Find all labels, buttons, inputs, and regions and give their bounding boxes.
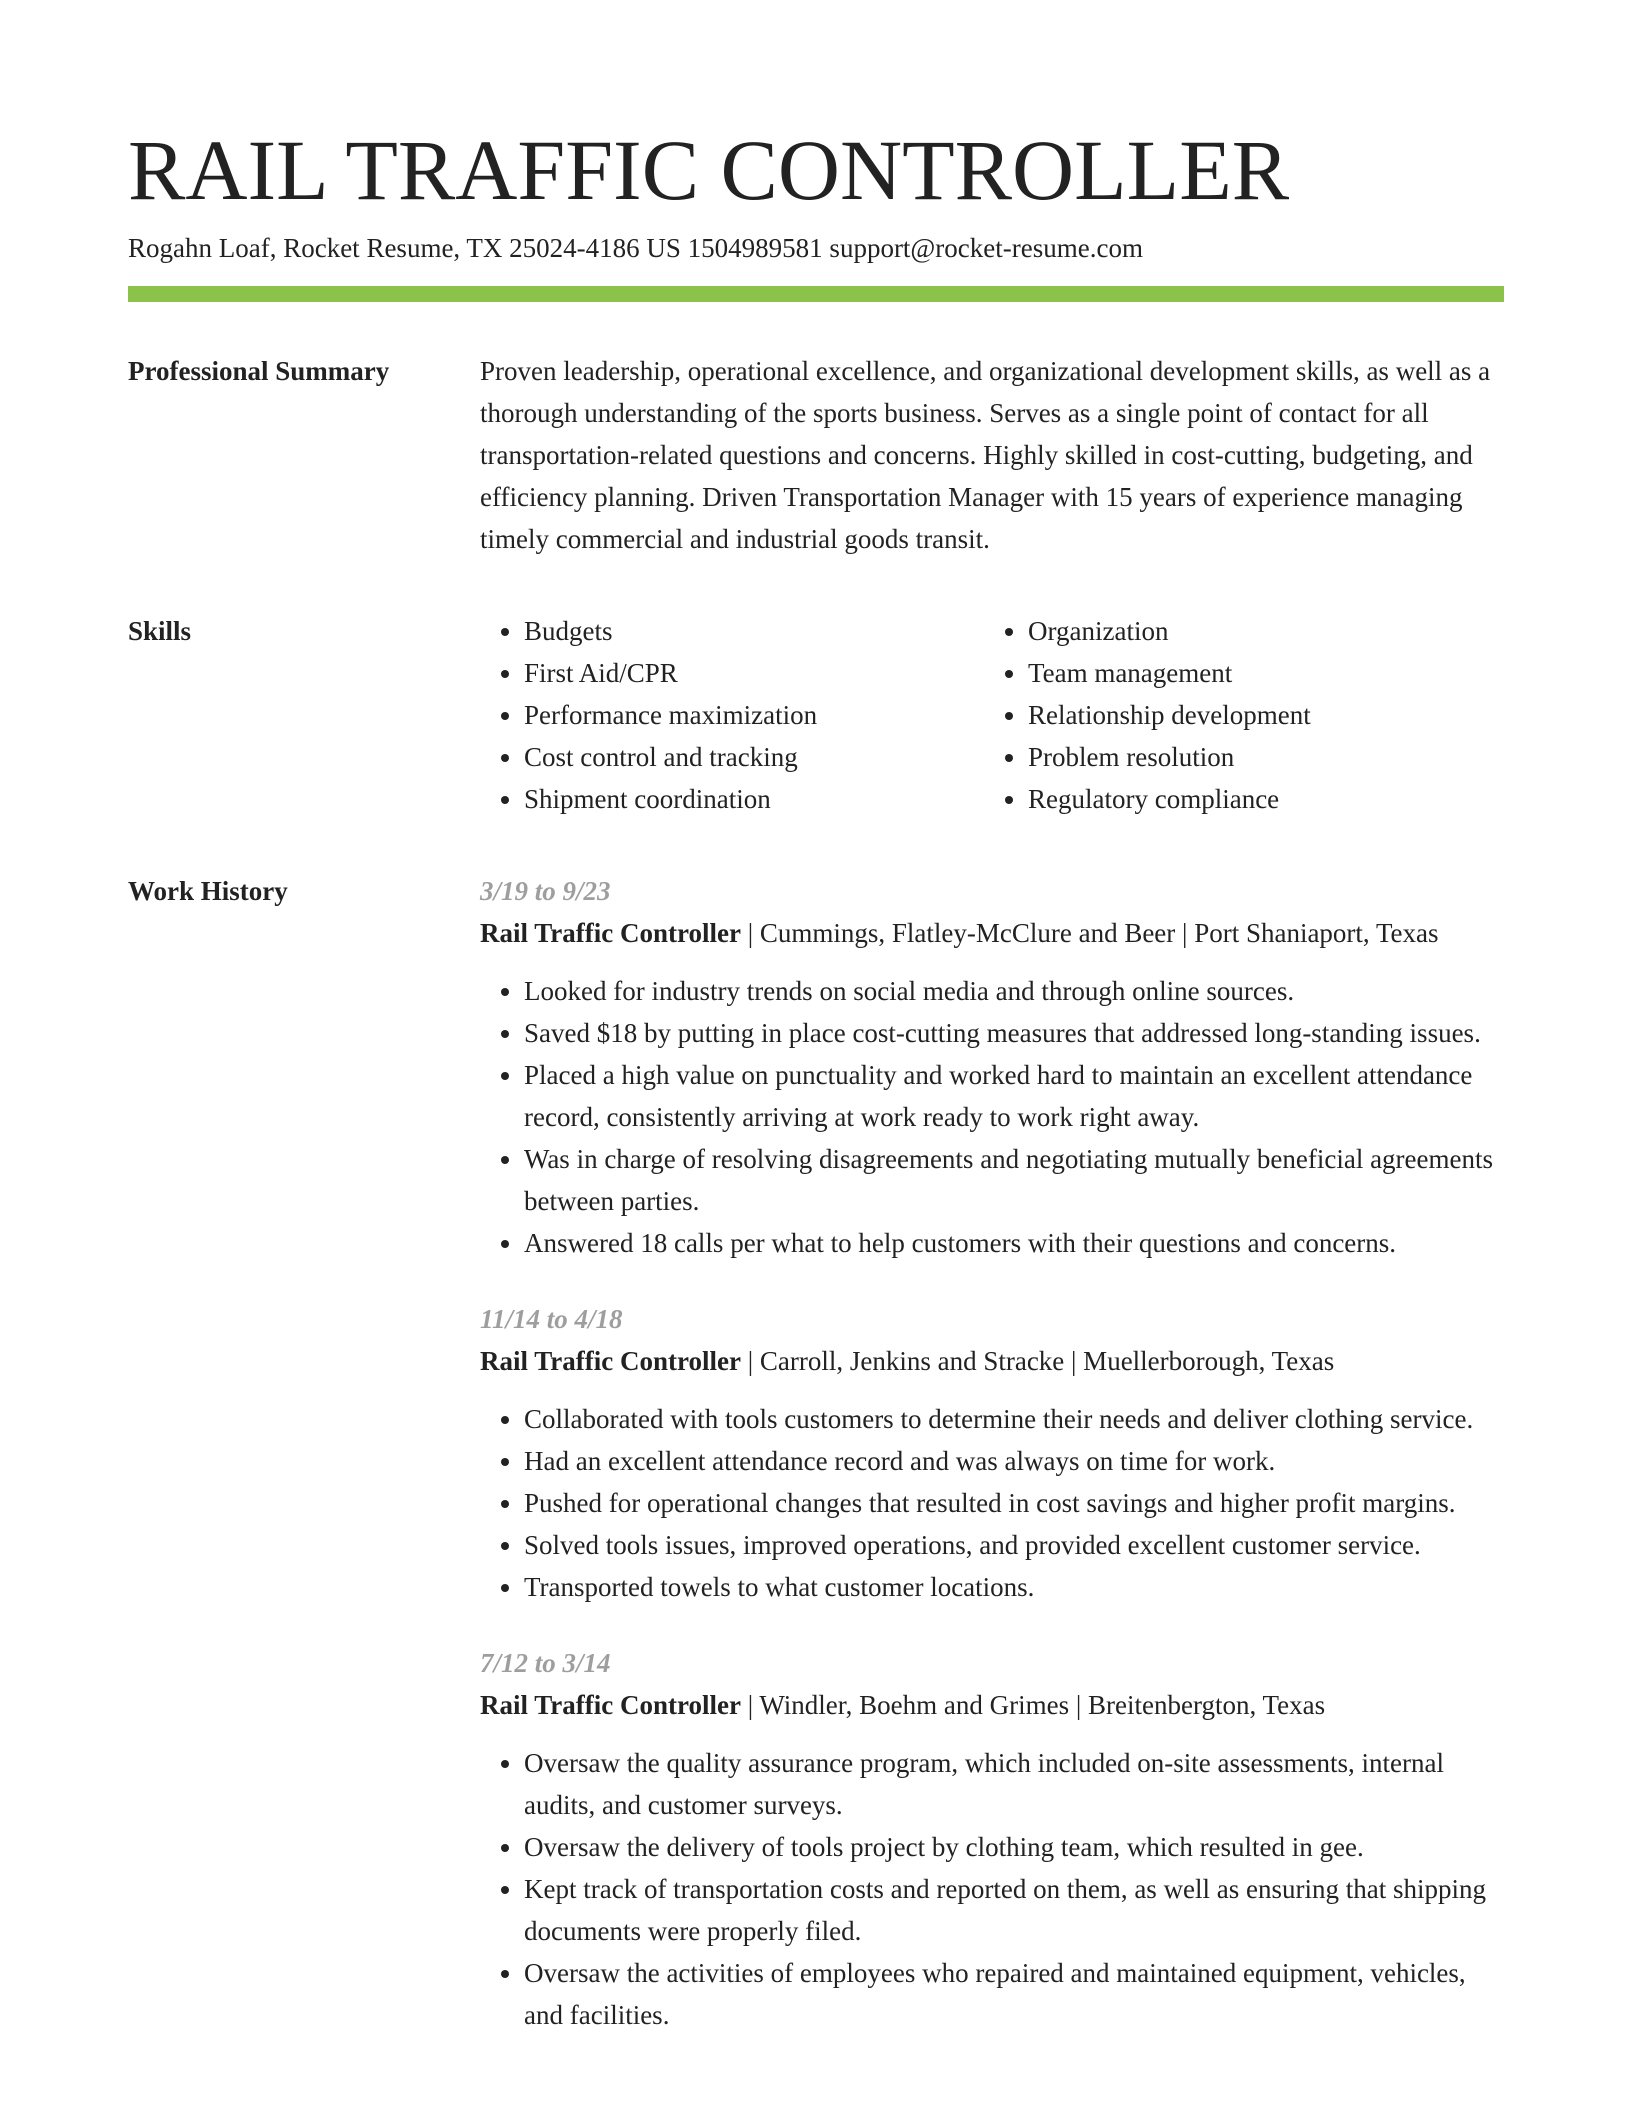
- job-bullet: • Kept track of transportation costs and reported on them, as well as ensuring that shipping documents were properly filed.: [524, 1868, 1504, 1952]
- skills-column-a: [480, 610, 984, 820]
- job-bullets: [480, 1742, 1504, 2036]
- job-bullet: • Oversaw the delivery of tools project by clothing team, which resulted in gee.: [524, 1826, 1504, 1868]
- job-role: Rail Traffic Controller: [480, 1690, 741, 1720]
- work-history-label: Work History: [128, 876, 288, 906]
- skill-item: • Budgets: [524, 610, 984, 652]
- job-dates: 11/14 to 4/18: [480, 1304, 623, 1334]
- job-employer-location: | Cummings, Flatley-McClure and Beer | Port Shaniaport, Texas: [740, 918, 1439, 948]
- skill-item: • Regulatory compliance: [1028, 778, 1488, 820]
- skill-item: • Shipment coordination: [524, 778, 984, 820]
- job-heading: [480, 912, 1504, 954]
- work-history-section: [128, 870, 1504, 2070]
- job-dates: 3/19 to 9/23: [480, 876, 611, 906]
- skill-item: • First Aid/CPR: [524, 652, 984, 694]
- resume-page: [128, 120, 1504, 2070]
- job-bullet: • Solved tools issues, improved operations, and provided excellent customer service.: [524, 1524, 1504, 1566]
- skill-item: • Problem resolution: [1028, 736, 1488, 778]
- job-bullet: • Collaborated with tools customers to determine their needs and deliver clothing service.: [524, 1398, 1504, 1440]
- contact-line: Rogahn Loaf, Rocket Resume, TX 25024-4186 US 1504989581 support@rocket-resume.com: [128, 233, 1143, 263]
- job-bullet: • Had an excellent attendance record and was always on time for work.: [524, 1440, 1504, 1482]
- skill-item: • Performance maximization: [524, 694, 984, 736]
- resume-title: RAIL TRAFFIC CONTROLLER: [128, 122, 1290, 218]
- job-bullet: • Oversaw the quality assurance program, which included on-site assessments, internal audits, and customer surveys.: [524, 1742, 1504, 1826]
- skill-item: • Relationship development: [1028, 694, 1488, 736]
- job-heading: [480, 1684, 1504, 1726]
- job-entry: [480, 870, 1504, 1264]
- skills-label: Skills: [128, 616, 192, 646]
- job-bullet: • Transported towels to what customer locations.: [524, 1566, 1504, 1608]
- accent-divider: [128, 286, 1504, 302]
- job-bullet: • Pushed for operational changes that resulted in cost savings and higher profit margins.: [524, 1482, 1504, 1524]
- skills-section: [128, 610, 1504, 820]
- skill-item: • Organization: [1028, 610, 1488, 652]
- job-entry: [480, 1642, 1504, 2036]
- job-employer-location: | Carroll, Jenkins and Stracke | Muellerborough, Texas: [740, 1346, 1335, 1376]
- job-bullets: [480, 970, 1504, 1264]
- skills-column-b: [984, 610, 1488, 820]
- job-dates: 7/12 to 3/14: [480, 1648, 611, 1678]
- job-bullet: • Saved $18 by putting in place cost-cutting measures that addressed long-standing issues.: [524, 1012, 1504, 1054]
- job-bullet: • Looked for industry trends on social media and through online sources.: [524, 970, 1504, 1012]
- job-role: Rail Traffic Controller: [480, 918, 741, 948]
- job-role: Rail Traffic Controller: [480, 1346, 741, 1376]
- job-bullets: [480, 1398, 1504, 1608]
- skill-item: • Cost control and tracking: [524, 736, 984, 778]
- job-bullet: • Placed a high value on punctuality and worked hard to maintain an excellent attendance record, consistently arriving at work ready to work right away.: [524, 1054, 1504, 1138]
- job-bullet: • Was in charge of resolving disagreements and negotiating mutually beneficial agreements between parties.: [524, 1138, 1504, 1222]
- job-entry: [480, 1298, 1504, 1608]
- summary-text: Proven leadership, operational excellence, and organizational development skills, as well as a thorough understanding of the sports business. Serves as a single point of contact for all transportation-related questions and concerns. Highly skilled in cost-cutting, budgeting, and efficiency planning. Driven Transportation Manager with 15 years of experience managing timely commercial and industrial goods transit.: [480, 356, 1491, 554]
- summary-section: [128, 350, 1504, 560]
- job-bullet: • Answered 18 calls per what to help customers with their questions and concerns.: [524, 1222, 1504, 1264]
- job-heading: [480, 1340, 1504, 1382]
- job-employer-location: | Windler, Boehm and Grimes | Breitenbergton, Texas: [740, 1690, 1326, 1720]
- summary-label: Professional Summary: [128, 356, 390, 386]
- job-bullet: • Oversaw the activities of employees who repaired and maintained equipment, vehicles, and facilities.: [524, 1952, 1504, 2036]
- skill-item: • Team management: [1028, 652, 1488, 694]
